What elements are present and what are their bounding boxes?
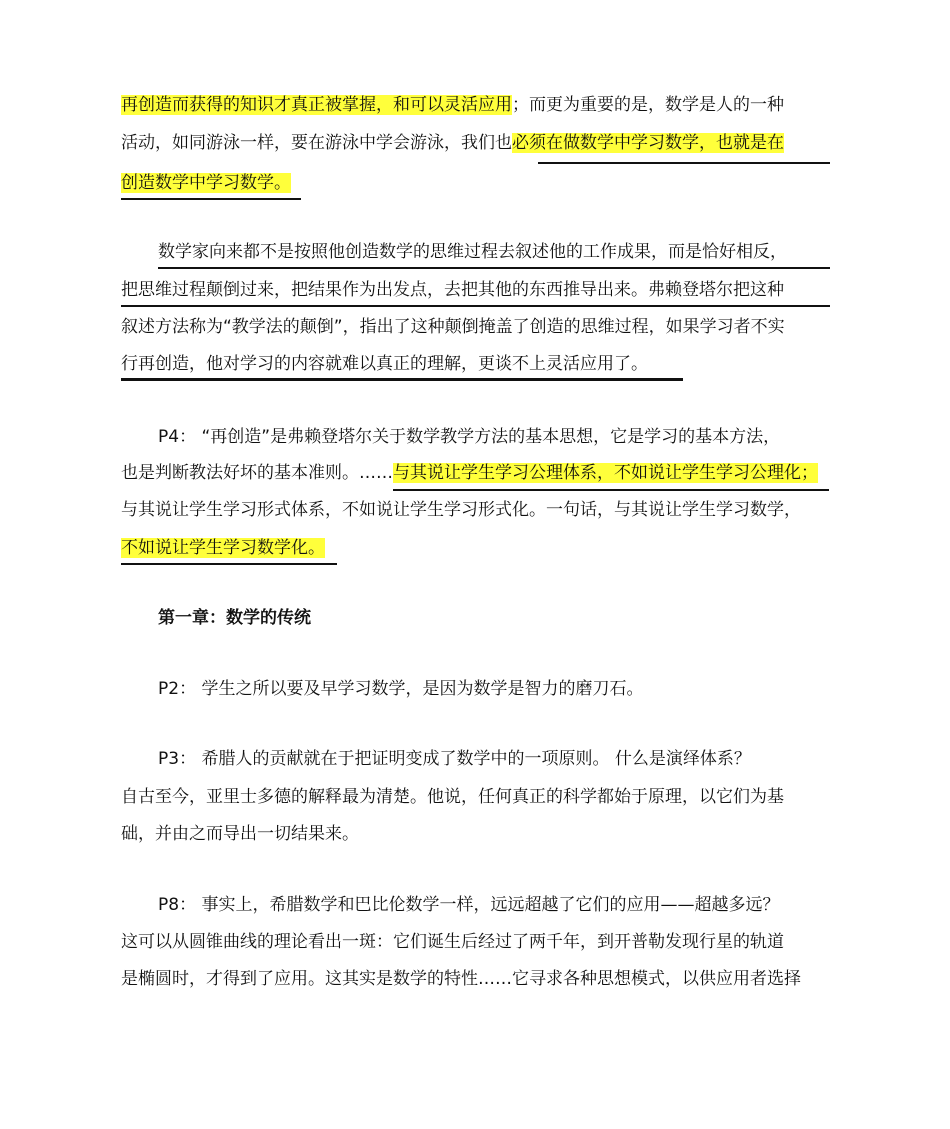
text-span: P2： 学生之所以要及早学习数学，是因为数学是智力的磨刀石。 (158, 679, 644, 699)
text-span: 行再创造，他对学习的内容就难以真正的理解，更谈不上灵活应用了。 (121, 354, 648, 374)
text-span: 与其说让学生学习形式体系，不如说让学生学习形式化。一句话，与其说让学生学习数学， (121, 500, 801, 520)
highlight-span: 不如说让学生学习数学化。 (121, 538, 325, 558)
text-span: P8： 事实上，希腊数学和巴比伦数学一样，远远超越了它们的应用——超越多远？ (158, 895, 780, 915)
p2-line-4 (121, 351, 833, 377)
text-span: P4： “再创造”是弗赖登塔尔关于数学教学方法的基本思想，它是学习的基本方法， (158, 427, 781, 447)
highlight-span: 创造数学中学习数学。 (121, 173, 291, 193)
underline (158, 267, 830, 269)
p2-line-1 (121, 239, 833, 265)
text-span: 础，并由之而导出一切结果来。 (121, 824, 359, 844)
text-span: 自古至今，亚里士多德的解释最为清楚。他说，任何真正的科学都始于原理，以它们为基 (121, 787, 784, 807)
text-span: 活动，如同游泳一样，要在游泳中学会游泳，我们也 (121, 133, 512, 153)
p6-line-1 (121, 892, 833, 918)
p2-line-3 (121, 314, 833, 340)
p3-line-4 (121, 535, 833, 561)
p5-line-1 (121, 746, 833, 772)
underline (121, 198, 301, 200)
chapter-heading (121, 605, 870, 631)
underline (393, 489, 829, 491)
p6-line-2 (121, 929, 833, 955)
p5-line-3 (121, 821, 833, 847)
text-span: ；而更为重要的是，数学是人的一种 (512, 95, 784, 115)
p5-line-2 (121, 784, 833, 810)
text-span: 也是判断教法好坏的基本准则。…… (121, 463, 393, 483)
text-span: 这可以从圆锥曲线的理论看出一斑：它们诞生后经过了两千年，到开普勒发现行星的轨道 (121, 932, 784, 952)
p4-line-1 (121, 676, 870, 702)
p3-line-1 (121, 424, 833, 450)
p1-line-1 (121, 92, 833, 118)
text-span: P3： 希腊人的贡献就在于把证明变成了数学中的一项原则。 什么是演绎体系？ (158, 749, 751, 769)
p6-line-3 (121, 966, 833, 992)
text-span: 叙述方法称为“教学法的颠倒”，指出了这种颠倒掩盖了创造的思维过程，如果学习者不实 (121, 317, 785, 337)
p3-line-3 (121, 497, 833, 523)
underline (121, 563, 337, 565)
highlight-span: 必须在做数学中学习数学，也就是在 (512, 133, 784, 153)
underline (538, 162, 830, 164)
text-span: 把思维过程颠倒过来，把结果作为出发点，去把其他的东西推导出来。弗赖登塔尔把这种 (121, 280, 784, 300)
p1-line-2 (121, 130, 833, 156)
underline (121, 305, 830, 307)
p2-line-2 (121, 277, 833, 303)
highlight-span: 与其说让学生学习公理体系，不如说让学生学习公理化； (393, 463, 818, 483)
text-span: 是椭圆时，才得到了应用。这其实是数学的特性……它寻求各种思想模式，以供应用者选择 (121, 969, 801, 989)
heading-text: 第一章：数学的传统 (158, 608, 311, 628)
highlight-span: 再创造而获得的知识才真正被掌握，和可以灵活应用 (121, 95, 512, 115)
p1-line-3 (121, 170, 833, 196)
underline (121, 378, 683, 381)
text-span: 数学家向来都不是按照他创造数学的思维过程去叙述他的工作成果，而是恰好相反， (158, 242, 787, 262)
p3-line-2 (121, 460, 833, 486)
